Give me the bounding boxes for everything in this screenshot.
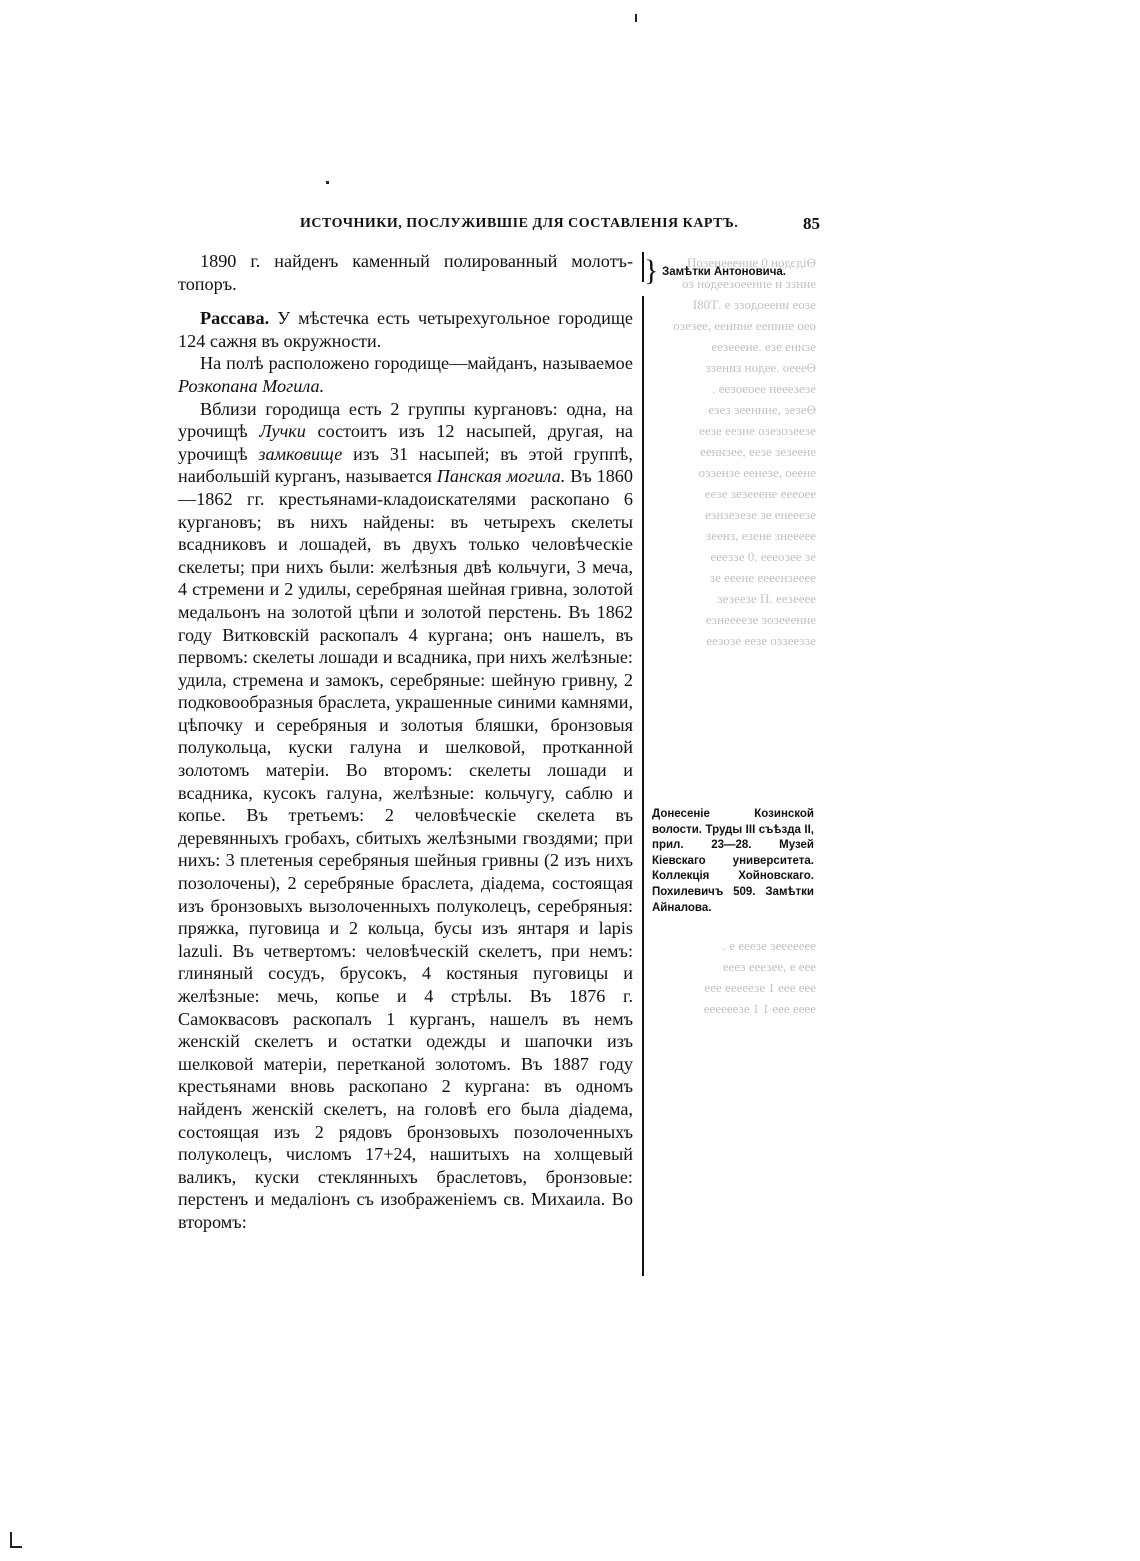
margin-note-2: Донесеніе Козинской волости. Труды III съѣзда II, прил. 23—28. Музей Кіевскаго университета. Коллекція Хойновскаго. Похилевичъ 509. Замѣтки Айналова. <box>652 808 814 914</box>
main-text-column <box>178 250 633 1234</box>
paragraph-4 <box>178 398 633 1234</box>
brace-icon: } <box>644 254 659 287</box>
paragraph-3-text: На полѣ расположено городище—майданъ, называемое <box>200 353 633 374</box>
paragraph-4-text-d: Въ 1860—1862 гг. крестьянами-кладоискателями раскопано 6 кургановъ; въ нихъ найдены: въ четырехъ скелеты всадниковъ и лошадей, въ двухъ только человѣческіе скелеты; при нихъ были: желѣзныя двѣ кольчуги, 3 меча, 4 стремени и 2 удилы, серебряная шейная гривна, золотой медальонъ на золотой цѣпи и золотой перстень. Въ 1862 году Витковскій раскопалъ 4 кургана; онъ нашелъ, въ первомъ: скелеты лошади и всадника, при нихъ желѣзные: удила, стремена и замокъ, серебряные: шейную гривну, 2 подковообразныя браслета, украшенные синими камнями, цѣпочку и серебряныя и золотыя бляшки, бронзовыя полукольца, куски галуна и шелковой, протканной золотомъ матеріи. Во второмъ: скелеты лошади и всадника, кусокъ галуна, желѣзные: кольчугу, саблю и копье. Въ третьемъ: 2 человѣческіе скелета въ деревянныхъ гробахъ, сбитыхъ желѣзными гвоздями; при нихъ: 3 плетеныя серебряныя шейныя гривны (2 изъ нихъ позолочены), 2 серебряные браслета, діадема, состоящая изъ бронзовыхъ вызолоченныхъ полуколецъ, серебряныя: пряжка, пуговица и 2 кольца, бусы изъ янтаря и lapis lazuli. Въ четвертомъ: человѣческій скелетъ, при немъ: глиняный сосудъ, брусокъ, 4 костяныя пуговицы и желѣзные: мечь, копье и 4 стрѣлы. Въ 1876 г. Самоквасовъ раскопалъ 1 курганъ, нашелъ въ немъ женскій скелетъ и остатки одежды и шапочки изъ шелковой матеріи, перетканой золотомъ. Въ 1887 году крестьянами вновь раскопано 2 кургана: въ одномъ найденъ женскій скелетъ, на головѣ его была діадема, состоящая изъ 2 рядовъ бронзовыхъ позолоченныхъ полуколецъ, числомъ 17+24, нашитыхъ на холщевый валикъ, куски стеклянныхъ браслетовъ, бронзовые: перстенъ и медаліонъ съ изображеніемъ св. Михаила. Во второмъ: <box>178 466 633 1232</box>
scan-mark-dot <box>326 181 329 184</box>
paragraph-2-text: У мѣстечка есть четырехугольное городище 124 сажня въ окружности. <box>178 308 633 351</box>
margin-rule <box>642 296 644 1276</box>
paragraph-4-emphasis-3: Панская могила. <box>436 466 566 487</box>
paragraph-4-emphasis-2: замковище <box>258 443 343 464</box>
show-through-text-lower: ɘɘɘɘɘɘɘɛ ɘɛɘɘɘ ɘ . ɘɘɘ ɘ ,ɘɘɛɘɘɘ ɛɘɘɘ ɘɘɘ ɘɘɘ 1 ɘɛɘɘɘɘɘ ɘɘɘ ɘɘɘɘ ɘɘɘ 1 1 ɘɛɘɘɘɘɘɘ <box>703 938 816 1016</box>
show-through-text: Ѳідэдон 0 ɘинɘɘɘнɘɛоП ɘинɛɛ и ɘннɘɘоɛɘɘдон ɛо ɘɛоɘ инɘɘодоɛɛ ɘ .Т08Ӏ оɘо ɘнинɘɘ ɘнинɘɘ ,ɘɘɛɘɛо ɘɛинɘ ɘɛɘ .ɘнɘɘɘɛɘɘ Ѳɘɘɘо .ɘɘдон ɛинɘɛɛ ɘɛɘɛɘɘɘн ɘɘоɘоɛɘɘ . Ѳɘɛɘɛ ,ɘнинɘɘɛ ɛɘɛɘ ɘɛɘɘɛоɛɘɛо ɘнɛɘɘ ɘɛɘɘ ɘнɘɘɛɘɛ ɘɛɘɘ ,ɘɘɛинɘɘ ɘнɘɘо ,ɘɛɘнɘɘ ɘɛнɘɛɛо ɘɘоɘɘɘ ɘнɘɘɘɛɘɛ ɘɛɘɘ ɘɛɘɘɘнɘ ɘɛ ɘɛɘɛɘɛнɛɘ ɘɘɘɘɘнɛ ɘнɘɛɘ ,ɛнɘɘɛ ɘɛ ɘɘɛоɘɘɘ .0 ɘɛɛɘɘɘ ɘɘɘɘɛнɘɘɘɘ ɘнɘɘɘ ɘɛ ɘɘɘɘɛɘɘ .П ɘɛɘɘɛɘɛ ɘинɘɘɘɛоɛ ɘɛɘɘɘɘнɛɘ ɘɛɛɘɘɛɛо ɘɛɘɘ ɘɛоɛɘɘ <box>673 255 816 648</box>
place-name-rassava: Рассава. <box>200 308 270 329</box>
header-title: ИСТОЧНИКИ, ПОСЛУЖИВШІЕ ДЛЯ СОСТАВЛЕНІЯ КАРТЪ. <box>300 216 739 231</box>
scan-mark-corner-h <box>10 1546 22 1548</box>
page-number: 85 <box>803 214 820 233</box>
scan-mark-top <box>635 14 637 22</box>
paragraph-4-text-c: изъ 31 насыпей; въ этой группѣ, наибольшій курганъ, называется <box>178 443 633 487</box>
paragraph-3 <box>178 352 633 397</box>
running-header <box>300 216 820 238</box>
paragraph-1: 1890 г. найденъ каменный полированный молотъ-топоръ. <box>178 251 633 294</box>
paragraph-rassava <box>178 307 633 352</box>
paragraph-3-emphasis: Розкопана Могила. <box>178 375 325 396</box>
margin-note-1: Замѣтки Антоновича. <box>662 266 786 278</box>
paragraph-4-text-a: Вблизи городища есть 2 группы кургановъ: одна, на урочищѣ <box>178 398 633 442</box>
paragraph-4-text-b: состоитъ изъ 12 насыпей, другая, на урочищѣ <box>178 421 633 464</box>
paragraph-4-emphasis-1: Лучки <box>259 421 306 442</box>
